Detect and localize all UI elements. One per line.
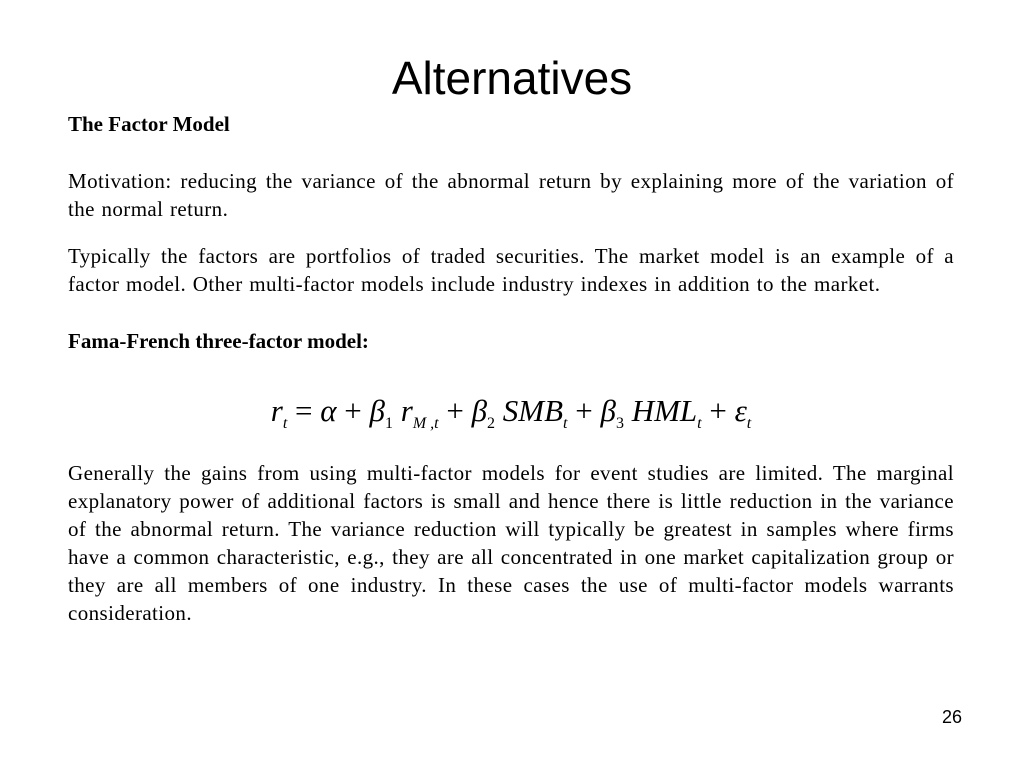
eq-beta-2: β bbox=[471, 393, 488, 428]
eq-equals: = bbox=[287, 393, 321, 428]
eq-r-sub: t bbox=[282, 415, 288, 432]
eq-plus-2: + bbox=[438, 393, 472, 428]
eq-plus-4: + bbox=[701, 393, 735, 428]
eq-r-market-sub: M ,t bbox=[412, 415, 439, 432]
factors-paragraph: Typically the factors are portfolios of traded securities. The market model is an example of a factor model. Other multi-factor models include industry indexes in addition to the market. bbox=[68, 244, 954, 296]
motivation-paragraph: Motivation: reducing the variance of the abnormal return by explaining more of the variation of the normal return. bbox=[68, 169, 954, 221]
eq-beta-2-sub: 2 bbox=[487, 415, 496, 432]
slide-content bbox=[68, 110, 954, 627]
section-heading: The Factor Model bbox=[68, 112, 230, 136]
eq-beta-3-sub: 3 bbox=[615, 415, 624, 432]
eq-hml: HML bbox=[623, 393, 698, 428]
slide-title: Alternatives bbox=[391, 52, 633, 104]
eq-hml-sub: t bbox=[697, 415, 702, 432]
eq-smb-sub: t bbox=[563, 415, 568, 432]
eq-epsilon: ε bbox=[734, 393, 747, 428]
eq-beta-3: β bbox=[600, 393, 616, 428]
eq-alpha: α bbox=[320, 393, 337, 428]
page-number: 26 bbox=[941, 707, 962, 727]
eq-smb: SMB bbox=[495, 393, 564, 428]
generally-paragraph: Generally the gains from using multi-factor models for event studies are limited. The marginal explanatory power of additional factors is small and hence there is little reduction in the variance of the abnormal return. The variance reduction will typically be greatest in samples where firms have a common characteristic, e.g., they are all concentrated in one market capitalization group or they are all members of one industry. In these cases the use of multi-factor models warrants consideration. bbox=[68, 461, 954, 625]
model-heading: Fama-French three-factor model: bbox=[68, 329, 369, 353]
eq-r: r bbox=[270, 393, 283, 428]
eq-beta-1-sub: 1 bbox=[384, 415, 393, 432]
eq-plus-1: + bbox=[336, 393, 370, 428]
eq-plus-3: + bbox=[567, 393, 601, 428]
eq-r-market: r bbox=[392, 393, 413, 428]
eq-beta-1: β bbox=[369, 393, 385, 428]
eq-epsilon-sub: t bbox=[746, 415, 752, 432]
fama-french-equation bbox=[68, 391, 954, 441]
